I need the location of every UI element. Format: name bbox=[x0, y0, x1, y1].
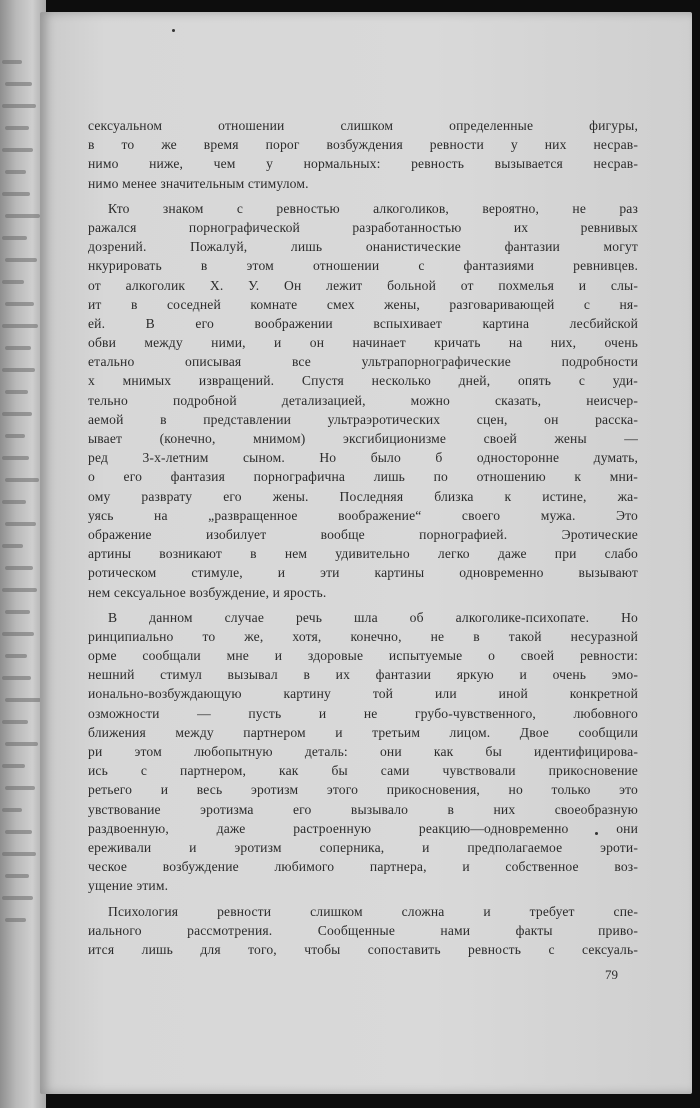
text-line: ри этом любопытную деталь: они как бы идентифицирова- bbox=[88, 744, 638, 759]
text-line: ред 3-х-летним сыном. Но было б односторонне думать, bbox=[88, 450, 638, 466]
adjacent-page-line bbox=[2, 720, 28, 724]
adjacent-page-line bbox=[5, 258, 37, 262]
text-line: ись с партнером, как бы сами чувствовали прикосновение bbox=[88, 763, 638, 779]
adjacent-page-line bbox=[5, 390, 28, 394]
adjacent-page-line bbox=[5, 874, 29, 878]
text-line: ретьего и весь эротизм этого прикосновения, но только это bbox=[88, 782, 638, 798]
text-line: ей. В его воображении вспыхивает картина лесбийской bbox=[88, 315, 638, 331]
text-line: ионально-возбуждающую картину той или иной конкретной bbox=[88, 686, 638, 702]
paper-speck bbox=[172, 29, 175, 32]
adjacent-page-line bbox=[5, 566, 33, 570]
text-line: иального рассмотрения. Сообщенные нами факты приво- bbox=[88, 922, 638, 938]
text-line: Психология ревности слишком сложна и требует спе- bbox=[108, 903, 638, 919]
text-line: ческое возбуждение любимого партнера, и собственное воз- bbox=[88, 859, 638, 875]
paragraph-1 bbox=[88, 116, 638, 193]
text-line: етально описывая все ультрапорнографические подробности bbox=[88, 354, 638, 370]
adjacent-page-line bbox=[2, 412, 32, 416]
adjacent-page-line bbox=[2, 852, 36, 856]
text-line: ображение изобилует вообще порнографией. Эротические bbox=[88, 526, 638, 542]
adjacent-page-line bbox=[5, 786, 35, 790]
text-line: В данном случае речь шла об алкоголике-психопате. Но bbox=[108, 609, 638, 625]
text-line: нем сексуальное возбуждение, и ярость. bbox=[88, 584, 327, 600]
text-line: нимо ниже, чем у нормальных: ревность вызывается несрав- bbox=[88, 156, 638, 172]
adjacent-page-line bbox=[2, 324, 38, 328]
paragraph-2 bbox=[88, 199, 638, 602]
text-line: раздвоенную, даже растроенную реакцию—одновременно они bbox=[88, 820, 638, 836]
text-line: ереживали и эротизм соперника, и предполагаемое эроти- bbox=[88, 839, 638, 855]
text-line: ущение этим. bbox=[88, 878, 169, 894]
book-page bbox=[40, 12, 692, 1094]
text-line: о его фантазия порнографична лишь по отношению к мни- bbox=[88, 469, 638, 485]
adjacent-page-line bbox=[5, 214, 40, 218]
text-line: х мнимых извращений. Спустя несколько дней, опять с уди- bbox=[88, 373, 638, 389]
adjacent-page-line bbox=[5, 654, 27, 658]
adjacent-page-line bbox=[2, 632, 34, 636]
text-line: аемой в представлении ультраэротических сцен, он расска- bbox=[88, 411, 638, 427]
adjacent-page-line bbox=[5, 478, 39, 482]
adjacent-page-line bbox=[2, 456, 29, 460]
text-line: дозрений. Пожалуй, лишь онанистические фантазии могут bbox=[88, 239, 638, 255]
text-line: обви между ними, и он начинает кричать на них, очень bbox=[88, 335, 638, 351]
text-line: озможности — пусть и не грубо-чувственного, любовного bbox=[88, 705, 638, 721]
text-line: ит в соседней комнате смех жены, разговаривающей с ня- bbox=[88, 296, 638, 312]
paragraph-3 bbox=[88, 608, 638, 896]
text-line: нимо менее значительным стимулом. bbox=[88, 175, 309, 191]
adjacent-page-line bbox=[2, 588, 37, 592]
text-line: артины возникают в нем удивительно легко даже при слабо bbox=[88, 546, 638, 562]
text-line: уясь на „развращенное воображение“ своего мужа. Это bbox=[88, 507, 638, 523]
adjacent-page-line bbox=[2, 368, 35, 372]
page-number: 79 bbox=[605, 967, 618, 982]
adjacent-page-line bbox=[5, 302, 34, 306]
adjacent-page-line bbox=[5, 610, 30, 614]
text-line: ражался порнографической разработанностью их ревнивых bbox=[88, 219, 638, 235]
adjacent-page-line bbox=[5, 82, 32, 86]
adjacent-page-line bbox=[5, 698, 41, 702]
adjacent-page-line bbox=[5, 434, 25, 438]
adjacent-page-line bbox=[2, 764, 25, 768]
text-line: нешний стимул вызывал в их фантазии яркую и очень эмо- bbox=[88, 667, 638, 683]
adjacent-page-line bbox=[2, 676, 31, 680]
text-line: от алкоголик Х. У. Он лежит больной от похмелья и слы- bbox=[88, 277, 638, 293]
text-line: увствование эротизма его вызывало в них своеобразную bbox=[88, 801, 638, 817]
adjacent-page-line bbox=[2, 808, 22, 812]
paragraph-4 bbox=[88, 902, 638, 960]
text-line: в то же время порог возбуждения ревности у них несрав- bbox=[88, 137, 638, 153]
page-body-text bbox=[88, 116, 638, 959]
adjacent-page-line bbox=[5, 346, 31, 350]
text-line: сексуальном отношении слишком определенные фигуры, bbox=[88, 118, 638, 133]
adjacent-page-line bbox=[5, 742, 38, 746]
adjacent-page-line bbox=[2, 896, 33, 900]
adjacent-page-line bbox=[2, 280, 24, 284]
text-line: ближения между партнером и третьим лицом. Двое сообщили bbox=[88, 724, 638, 740]
text-line: ому разврату его жены. Последняя близка к истине, жа- bbox=[88, 488, 638, 504]
adjacent-page-line bbox=[2, 500, 26, 504]
adjacent-page-text-edge bbox=[2, 60, 40, 940]
text-line: ится лишь для того, чтобы сопоставить ревность с сексуаль- bbox=[88, 941, 638, 957]
adjacent-page-line bbox=[2, 544, 23, 548]
adjacent-page-line bbox=[2, 192, 30, 196]
text-line: Кто знаком с ревностью алкоголиков, вероятно, не раз bbox=[108, 200, 638, 216]
adjacent-page-line bbox=[5, 522, 36, 526]
adjacent-page-line bbox=[5, 830, 32, 834]
adjacent-page-line bbox=[2, 104, 36, 108]
adjacent-page-line bbox=[5, 918, 26, 922]
text-line: ывает (конечно, мнимом) эксгибиционизме своей жены — bbox=[88, 431, 638, 446]
text-line: тельно подробной детализацией, можно сказать, неисчер- bbox=[88, 392, 638, 408]
text-line: ротическом стимуле, и эти картины одновременно вызывают bbox=[88, 565, 638, 581]
adjacent-page-line bbox=[5, 170, 26, 174]
adjacent-page-line bbox=[2, 236, 27, 240]
text-line: орме сообщали мне и здоровые испытуемые о своей ревности: bbox=[88, 648, 638, 664]
text-line: нкурировать в этом отношении с фантазиями ревнивцев. bbox=[88, 258, 638, 274]
adjacent-page-line bbox=[2, 148, 33, 152]
adjacent-page-line bbox=[2, 60, 22, 64]
adjacent-page-line bbox=[5, 126, 29, 130]
text-line: ринципиально то же, хотя, конечно, не в такой несуразной bbox=[88, 628, 638, 644]
